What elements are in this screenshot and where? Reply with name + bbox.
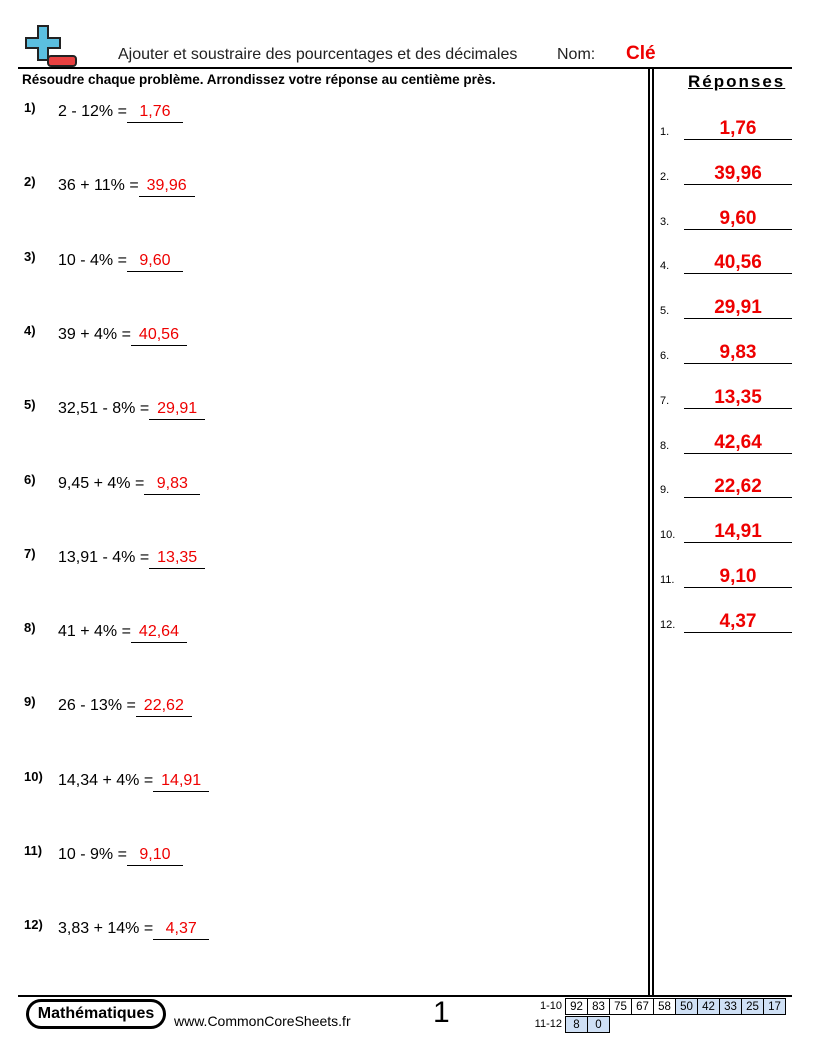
problem-expression: 10 - 4% = — [58, 251, 127, 269]
answer-value: 9,60 — [684, 209, 792, 230]
answer-value: 40,56 — [684, 253, 792, 274]
score-row-label: 1-10 — [539, 1000, 562, 1012]
header-divider — [18, 67, 792, 69]
answer-value: 9,10 — [684, 567, 792, 588]
score-cell: 50 — [676, 999, 698, 1015]
answer-key-item — [660, 206, 792, 229]
answer-number: 9. — [660, 484, 670, 497]
answer-key-item — [660, 474, 792, 498]
score-row — [565, 998, 786, 1015]
answer-number: 1. — [660, 126, 670, 138]
problem-number: 1) — [24, 100, 36, 115]
answer-blank[interactable]: 4,37 — [153, 920, 209, 940]
answer-blank[interactable]: 1,76 — [127, 103, 183, 123]
site-link[interactable]: www.CommonCoreSheets.fr — [174, 1013, 351, 1029]
problem — [24, 843, 183, 866]
answer-blank[interactable]: 29,91 — [149, 400, 205, 420]
answer-blank[interactable]: 42,64 — [131, 623, 187, 643]
instructions: Résoudre chaque problème. Arrondissez votre réponse au centième près. — [22, 72, 496, 87]
problem-expression: 39 + 4% = — [58, 325, 131, 343]
score-row-label: 11-12 — [534, 1018, 562, 1030]
problem — [24, 249, 183, 272]
subject-label: Mathématiques — [29, 1002, 163, 1026]
problem-expression: 9,45 + 4% = — [58, 474, 145, 492]
column-divider — [652, 68, 654, 996]
problem-expression: 2 - 12% = — [58, 103, 127, 120]
problem-number: 9) — [24, 694, 36, 710]
problem — [24, 472, 200, 495]
problem-expression: 26 - 13% = — [58, 697, 136, 715]
problem — [24, 397, 205, 420]
answer-value: 13,35 — [684, 388, 792, 409]
answer-value: 22,62 — [684, 477, 792, 498]
answer-key-item — [660, 161, 792, 184]
answer-blank[interactable]: 39,96 — [139, 177, 195, 197]
name-label: Nom: — [557, 46, 596, 63]
problem — [24, 620, 187, 643]
problem-number: 6) — [24, 471, 36, 487]
problem-expression: 32,51 - 8% = — [58, 400, 150, 418]
page-number: 1 — [433, 996, 450, 1029]
problem-number: 11) — [24, 843, 43, 858]
score-cell: 33 — [720, 999, 742, 1015]
score-cell: 0 — [588, 1017, 610, 1033]
problem — [24, 694, 192, 717]
answer-key-item — [660, 116, 792, 139]
answer-number: 2. — [660, 170, 670, 183]
problem-number: 3) — [24, 248, 36, 264]
answer-number: 5. — [660, 305, 670, 318]
score-cell: 58 — [654, 999, 676, 1015]
answer-number: 4. — [660, 260, 670, 273]
answer-blank[interactable]: 9,83 — [144, 475, 200, 495]
answer-key-item — [660, 340, 792, 363]
score-cell: 25 — [742, 999, 764, 1015]
answer-number: 11. — [660, 574, 675, 586]
score-row — [565, 1016, 610, 1033]
answer-number: 12. — [660, 618, 676, 631]
problem-number: 2) — [24, 174, 36, 190]
answer-value: 29,91 — [684, 298, 792, 319]
problem-expression: 10 - 9% = — [58, 846, 127, 863]
answer-key-item — [660, 519, 792, 543]
answer-value: 14,91 — [684, 522, 792, 543]
problem-number: 4) — [24, 322, 36, 338]
answer-blank[interactable]: 9,60 — [127, 252, 183, 272]
answer-number: 10. — [660, 529, 676, 542]
footer-divider — [18, 995, 792, 997]
answer-value: 39,96 — [684, 164, 792, 185]
answer-number: 6. — [660, 350, 670, 362]
worksheet-title: Ajouter et soustraire des pourcentages et des décimales — [118, 46, 518, 63]
problem-number: 8) — [24, 620, 36, 636]
problem-expression: 14,34 + 4% = — [58, 771, 154, 789]
answer-key-item — [660, 385, 792, 408]
name-value: Clé — [626, 43, 656, 64]
answer-blank[interactable]: 40,56 — [131, 326, 187, 346]
answer-number: 8. — [660, 439, 670, 452]
answer-blank[interactable]: 22,62 — [136, 697, 192, 717]
answers-title: Réponses — [688, 72, 786, 91]
answer-value: 9,83 — [684, 343, 792, 364]
answer-blank[interactable]: 14,91 — [153, 772, 209, 792]
answer-key-item — [660, 564, 792, 587]
score-cell: 92 — [566, 999, 588, 1015]
answer-value: 1,76 — [684, 119, 792, 140]
problem-expression: 36 + 11% = — [58, 177, 139, 195]
problem-expression: 3,83 + 14% = — [58, 920, 154, 938]
score-cell: 42 — [698, 999, 720, 1015]
problem-number: 5) — [24, 397, 36, 413]
problem-number: 7) — [24, 545, 36, 561]
score-cell: 67 — [632, 999, 654, 1015]
answer-key-item — [660, 295, 792, 319]
column-divider — [648, 68, 650, 996]
answer-value: 42,64 — [684, 433, 792, 454]
score-cell: 17 — [764, 999, 786, 1015]
answer-number: 3. — [660, 215, 670, 228]
problem-expression: 41 + 4% = — [58, 623, 131, 641]
answer-key-item — [660, 250, 792, 274]
problem-number: 12) — [24, 917, 43, 933]
score-cell: 75 — [610, 999, 632, 1015]
answer-number: 7. — [660, 394, 670, 407]
problem-expression: 13,91 - 4% = — [58, 548, 150, 566]
problem-number: 10) — [24, 768, 43, 784]
problem — [24, 174, 195, 197]
problem — [24, 546, 205, 569]
answer-blank[interactable]: 9,10 — [127, 846, 183, 866]
answer-blank[interactable]: 13,35 — [149, 549, 205, 569]
problem — [24, 769, 209, 792]
problem — [24, 917, 209, 940]
score-cell: 83 — [588, 999, 610, 1015]
answer-value: 4,37 — [684, 612, 792, 633]
subject-badge — [26, 999, 166, 1029]
answer-key-item — [660, 609, 792, 632]
problem — [24, 100, 183, 123]
score-cell: 8 — [566, 1017, 588, 1033]
plus-minus-logo-icon — [24, 24, 80, 68]
answer-key-item — [660, 430, 792, 453]
problem — [24, 323, 187, 346]
